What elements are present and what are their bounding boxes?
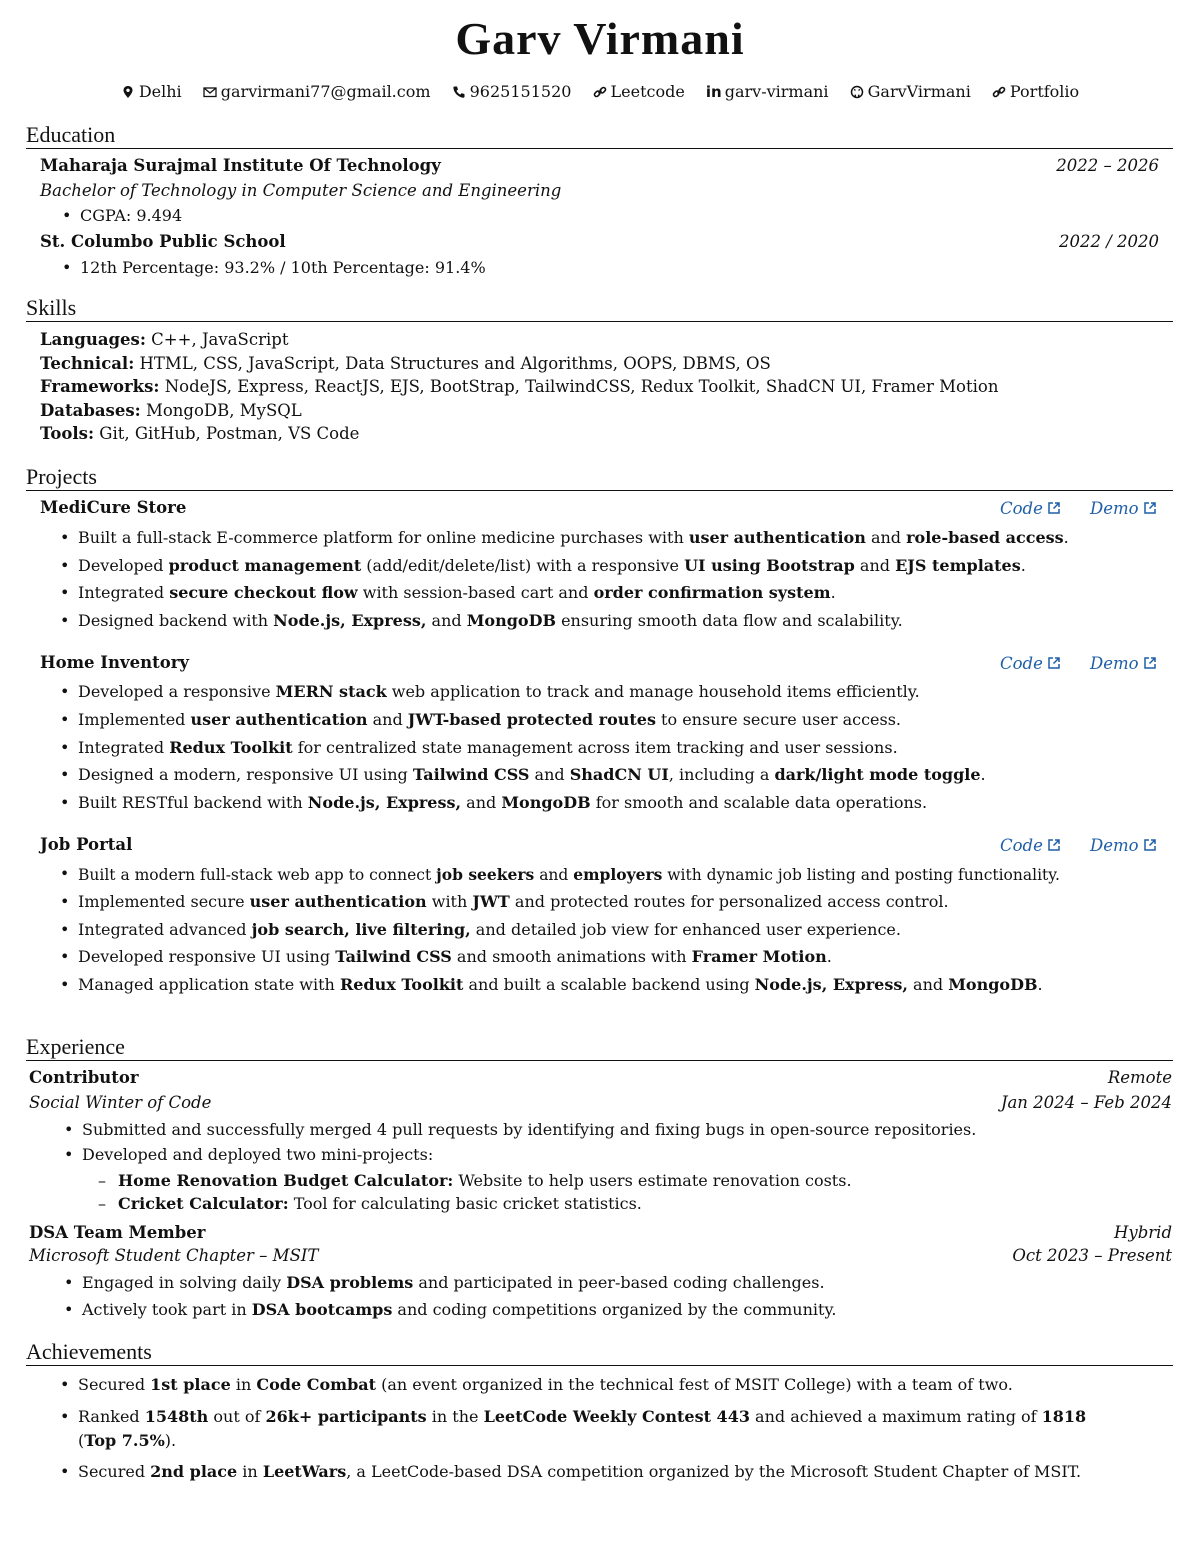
mail-icon — [203, 85, 217, 99]
education-school: St. Columbo Public School — [40, 232, 286, 251]
email-text: garvirmani77@gmail.com — [220, 82, 431, 101]
project-code-link[interactable]: Code — [1000, 501, 1061, 518]
experience-org: Social Winter of Code — [29, 1093, 212, 1112]
external-link-icon — [1143, 501, 1157, 515]
achievement-item: • Secured 1st place in Code Combat (an event organized in the technical fest of MSIT College) with a team of two. — [78, 1377, 1013, 1393]
skill-value: MongoDB, MySQL — [140, 401, 302, 420]
section-skills-heading: Skills — [26, 297, 1173, 322]
education-dates: 2022 – 2026 — [1056, 156, 1159, 175]
project-bullet: • Implemented secure user authentication with JWT and protected routes for personalized access control. — [78, 894, 949, 910]
skill-row — [40, 403, 302, 420]
external-link-icon — [1143, 656, 1157, 670]
experience-sub-item: – Cricket Calculator: Tool for calculating basic cricket statistics. — [118, 1196, 642, 1212]
candidate-name: Garv Virmani — [455, 13, 745, 64]
project-demo-link[interactable]: Demo — [1090, 656, 1157, 673]
map-pin-icon — [121, 85, 135, 99]
project-bullet: • Built a full-stack E-commerce platform for online medicine purchases with user authentication and role-based access. — [78, 530, 1069, 546]
project-code-link[interactable]: Code — [1000, 838, 1061, 855]
skill-row — [40, 332, 288, 349]
section-education-heading: Education — [26, 124, 1173, 149]
experience-sub-item: – Home Renovation Budget Calculator: Website to help users estimate renovation costs. — [118, 1173, 852, 1189]
experience-bullet: • Submitted and successfully merged 4 pull requests by identifying and fixing bugs in open-source repositories. — [82, 1122, 976, 1138]
contact-portfolio[interactable] — [992, 84, 1079, 100]
contact-leetcode[interactable] — [593, 84, 685, 100]
contact-location — [121, 84, 182, 100]
achievement-item: • Ranked 1548th out of 26k+ participants in the LeetCode Weekly Contest 443 and achieved a maximum rating of 1818 — [78, 1409, 1086, 1425]
github-icon — [850, 85, 864, 99]
skill-label: Tools: — [40, 424, 95, 443]
experience-dates: Oct 2023 – Present — [1012, 1246, 1172, 1265]
contact-linkedin[interactable] — [706, 84, 829, 100]
skill-value: NodeJS, Express, ReactJS, EJS, BootStrap, TailwindCSS, Redux Toolkit, ShadCN UI, Framer Motion — [159, 377, 999, 396]
experience-mode: Hybrid — [1114, 1223, 1172, 1242]
section-experience-heading: Experience — [26, 1036, 1173, 1061]
section-projects-heading: Projects — [26, 466, 1173, 491]
project-bullet: • Implemented user authentication and JWT-based protected routes to ensure secure user access. — [78, 712, 901, 728]
skill-label: Technical: — [40, 354, 135, 373]
project-title: Job Portal — [40, 835, 133, 854]
skill-value: Git, GitHub, Postman, VS Code — [94, 424, 360, 443]
skill-label: Languages: — [40, 330, 146, 349]
education-detail: • CGPA: 9.494 — [80, 208, 182, 224]
education-dates: 2022 / 2020 — [1058, 232, 1159, 251]
project-demo-link[interactable]: Demo — [1090, 838, 1157, 855]
link-icon — [992, 85, 1006, 99]
project-bullet: • Built a modern full-stack web app to connect job seekers and employers with dynamic job listing and posting functionality. — [78, 867, 1060, 884]
leetcode-text: Leetcode — [610, 82, 685, 101]
experience-bullet: • Engaged in solving daily DSA problems and participated in peer-based coding challenges. — [82, 1275, 825, 1291]
skill-row — [40, 426, 359, 443]
skill-row — [40, 356, 771, 373]
link-icon — [593, 85, 607, 99]
project-title: MediCure Store — [40, 498, 187, 517]
project-bullet: • Designed backend with Node.js, Express, and MongoDB ensuring smooth data flow and scalability. — [78, 613, 903, 629]
project-bullet: • Designed a modern, responsive UI using Tailwind CSS and ShadCN UI, including a dark/light mode toggle. — [78, 767, 986, 783]
contact-phone[interactable] — [452, 84, 572, 100]
experience-role: DSA Team Member — [29, 1223, 206, 1242]
project-bullet: • Developed a responsive MERN stack web application to track and manage household items efficiently. — [78, 684, 920, 700]
project-bullet: • Built RESTful backend with Node.js, Express, and MongoDB for smooth and scalable data operations. — [78, 795, 927, 811]
project-bullet: • Integrated Redux Toolkit for centralized state management across item tracking and user sessions. — [78, 740, 898, 756]
project-title: Home Inventory — [40, 653, 189, 672]
experience-bullet: • Actively took part in DSA bootcamps and coding competitions organized by the community. — [82, 1302, 836, 1318]
achievement-item: • Secured 2nd place in LeetWars, a LeetCode-based DSA competition organized by the Microsoft Student Chapter of MSIT. — [78, 1464, 1081, 1480]
portfolio-text: Portfolio — [1009, 82, 1080, 101]
contact-bar — [0, 84, 1200, 100]
external-link-icon — [1143, 838, 1157, 852]
external-link-icon — [1047, 838, 1061, 852]
project-bullet: • Developed responsive UI using Tailwind CSS and smooth animations with Framer Motion. — [78, 949, 832, 965]
experience-bullet: • Developed and deployed two mini-projects: — [82, 1147, 433, 1163]
education-degree: Bachelor of Technology in Computer Science and Engineering — [40, 181, 562, 200]
project-bullet: • Developed product management (add/edit/delete/list) with a responsive UI using Bootstrap and EJS templates. — [78, 558, 1026, 574]
experience-org: Microsoft Student Chapter – MSIT — [29, 1246, 319, 1265]
linkedin-text: garv-virmani — [724, 82, 829, 101]
phone-text: 9625151520 — [469, 82, 572, 101]
external-link-icon — [1047, 656, 1061, 670]
skill-label: Frameworks: — [40, 377, 160, 396]
experience-mode: Remote — [1107, 1068, 1172, 1087]
github-text: GarvVirmani — [867, 82, 971, 101]
project-code-link[interactable]: Code — [1000, 656, 1061, 673]
achievement-continuation: (Top 7.5%). — [78, 1431, 177, 1450]
section-achievements-heading: Achievements — [26, 1341, 1173, 1366]
project-bullet: • Managed application state with Redux Toolkit and built a scalable backend using Node.js, Express, and MongoDB. — [78, 977, 1043, 993]
skill-row — [40, 379, 998, 396]
skill-value: C++, JavaScript — [145, 330, 289, 349]
external-link-icon — [1047, 501, 1061, 515]
project-bullet: • Integrated secure checkout flow with session-based cart and order confirmation system. — [78, 585, 836, 601]
experience-role: Contributor — [29, 1068, 139, 1087]
project-demo-link[interactable]: Demo — [1090, 501, 1157, 518]
location-text: Delhi — [138, 82, 182, 101]
education-detail: • 12th Percentage: 93.2% / 10th Percentage: 91.4% — [80, 260, 486, 276]
project-bullet: • Integrated advanced job search, live filtering, and detailed job view for enhanced user experience. — [78, 922, 901, 938]
experience-dates: Jan 2024 – Feb 2024 — [1000, 1093, 1172, 1112]
contact-email[interactable] — [203, 84, 431, 100]
skill-label: Databases: — [40, 401, 141, 420]
linkedin-icon: in — [705, 83, 722, 101]
skill-value: HTML, CSS, JavaScript, Data Structures and Algorithms, OOPS, DBMS, OS — [134, 354, 771, 373]
contact-github[interactable] — [850, 84, 971, 100]
phone-icon — [452, 85, 466, 99]
education-school: Maharaja Surajmal Institute Of Technology — [40, 156, 441, 175]
